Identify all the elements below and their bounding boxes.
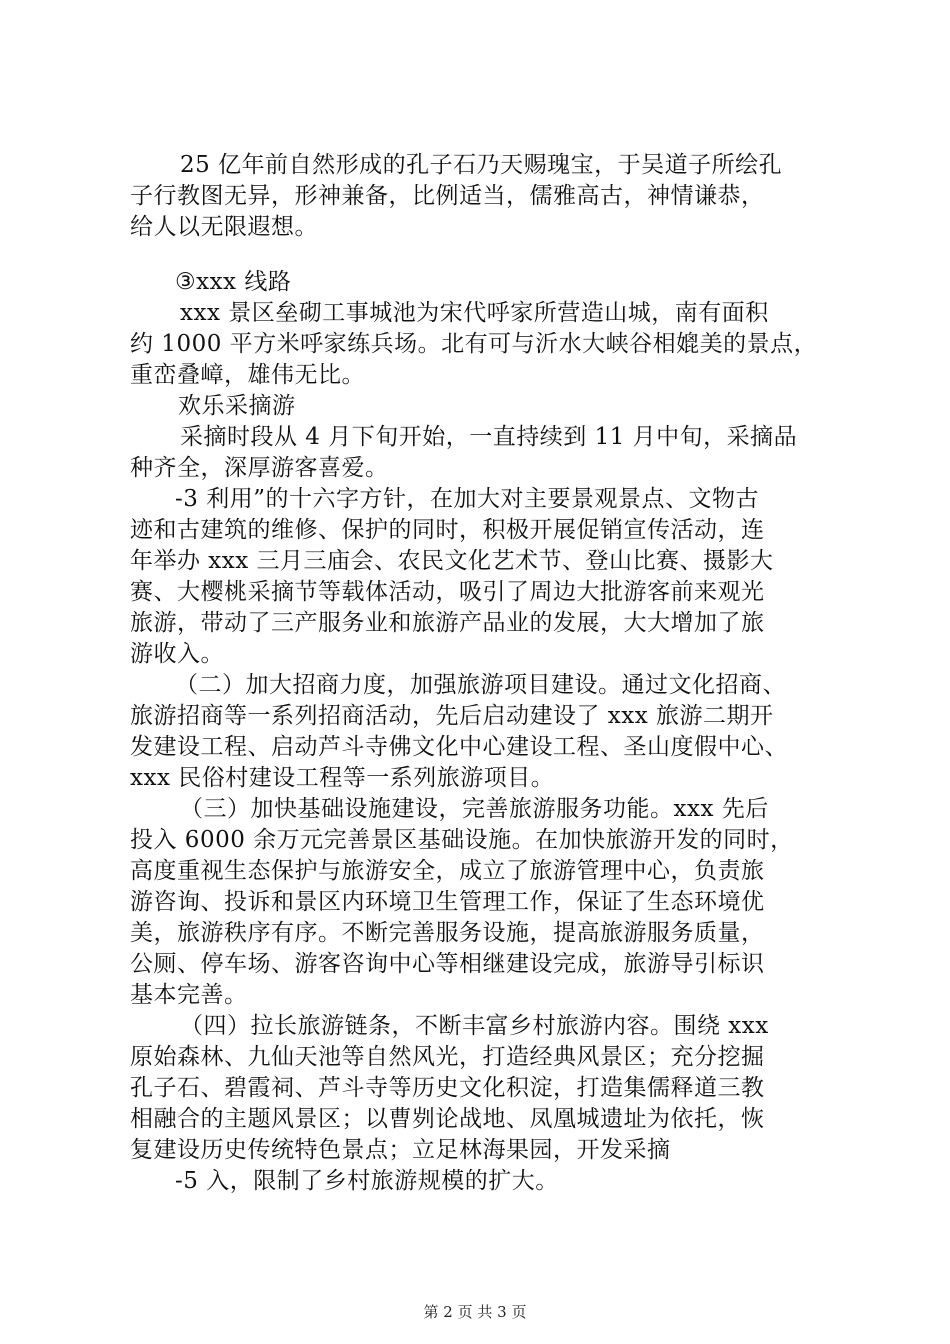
text-line: 高度重视生态保护与旅游安全，成立了旅游管理中心，负责旅 (130, 858, 765, 884)
text-line: （二）加大招商力度，加强旅游项目建设。通过文化招商、 (175, 672, 786, 698)
text-line: 欢乐采摘游 (178, 393, 296, 419)
text-line: 25 亿年前自然形成的孔子石乃天赐瑰宝，于吴道子所绘孔 (180, 152, 783, 178)
text-line: ③xxx 线路 (175, 269, 292, 295)
text-line: xxx 景区垒砌工事城池为宋代呼家所营造山城，南有面积 (180, 300, 769, 326)
text-line: 重峦叠嶂，雄伟无比。 (130, 362, 365, 388)
text-line: -5 入，限制了乡村旅游规模的扩大。 (175, 1168, 559, 1194)
text-line: 美，旅游秩序有序。不断完善服务设施，提高旅游服务质量， (130, 920, 765, 946)
text-line: xxx 民俗村建设工程等一系列旅游项目。 (130, 765, 555, 791)
text-line: 种齐全，深厚游客喜爱。 (130, 455, 389, 481)
text-line: 相融合的主题风景区；以曹刿论战地、凤凰城遗址为依托，恢 (130, 1106, 765, 1132)
text-line: 旅游，带动了三产服务业和旅游产品业的发展，大大增加了旅 (130, 610, 765, 636)
text-line: 给人以无限遐想。 (130, 214, 318, 240)
text-line: 基本完善。 (130, 982, 248, 1008)
text-line: 采摘时段从 4 月下旬开始，一直持续到 11 月中旬，采摘品 (180, 424, 798, 450)
text-line: 游咨询、投诉和景区内环境卫生管理工作，保证了生态环境优 (130, 889, 765, 915)
text-line: （三）加快基础设施建设，完善旅游服务功能。xxx 先后 (180, 796, 769, 822)
text-line: 迹和古建筑的维修、保护的同时，积极开展促销宣传活动，连 (130, 517, 765, 543)
text-line: 赛、大樱桃采摘节等载体活动，吸引了周边大批游客前来观光 (130, 579, 765, 605)
text-line: 约 1000 平方米呼家练兵场。北有可与沂水大峡谷相媲美的景点， (130, 331, 818, 357)
text-line: （四）拉长旅游链条，不断丰富乡村旅游内容。围绕 xxx (180, 1013, 769, 1039)
text-line: -3 利用”的十六字方针，在加大对主要景观景点、文物古 (175, 486, 759, 512)
text-line: 年举办 xxx 三月三庙会、农民文化艺术节、登山比赛、摄影大 (130, 548, 774, 574)
text-line: 旅游招商等一系列招商活动，先后启动建设了 xxx 旅游二期开 (130, 703, 774, 729)
text-line: 原始森林、九仙天池等自然风光，打造经典风景区；充分挖掘 (130, 1044, 765, 1070)
text-line: 投入 6000 余万元完善景区基础设施。在加快旅游开发的同时， (130, 827, 794, 853)
text-line: 子行教图无异，形神兼备，比例适当，儒雅高古，神情谦恭， (130, 183, 765, 209)
text-line: 发建设工程、启动芦斗寺佛文化中心建设工程、圣山度假中心、 (130, 734, 788, 760)
page-number-footer: 第 2 页 共 3 页 (423, 1303, 527, 1321)
text-line: 孔子石、碧霞祠、芦斗寺等历史文化积淀，打造集儒释道三教 (130, 1075, 765, 1101)
text-line: 游收入。 (130, 641, 224, 667)
text-line: 公厕、停车场、游客咨询中心等相继建设完成，旅游导引标识 (130, 951, 765, 977)
text-line: 复建设历史传统特色景点；立足林海果园，开发采摘 (130, 1137, 671, 1163)
